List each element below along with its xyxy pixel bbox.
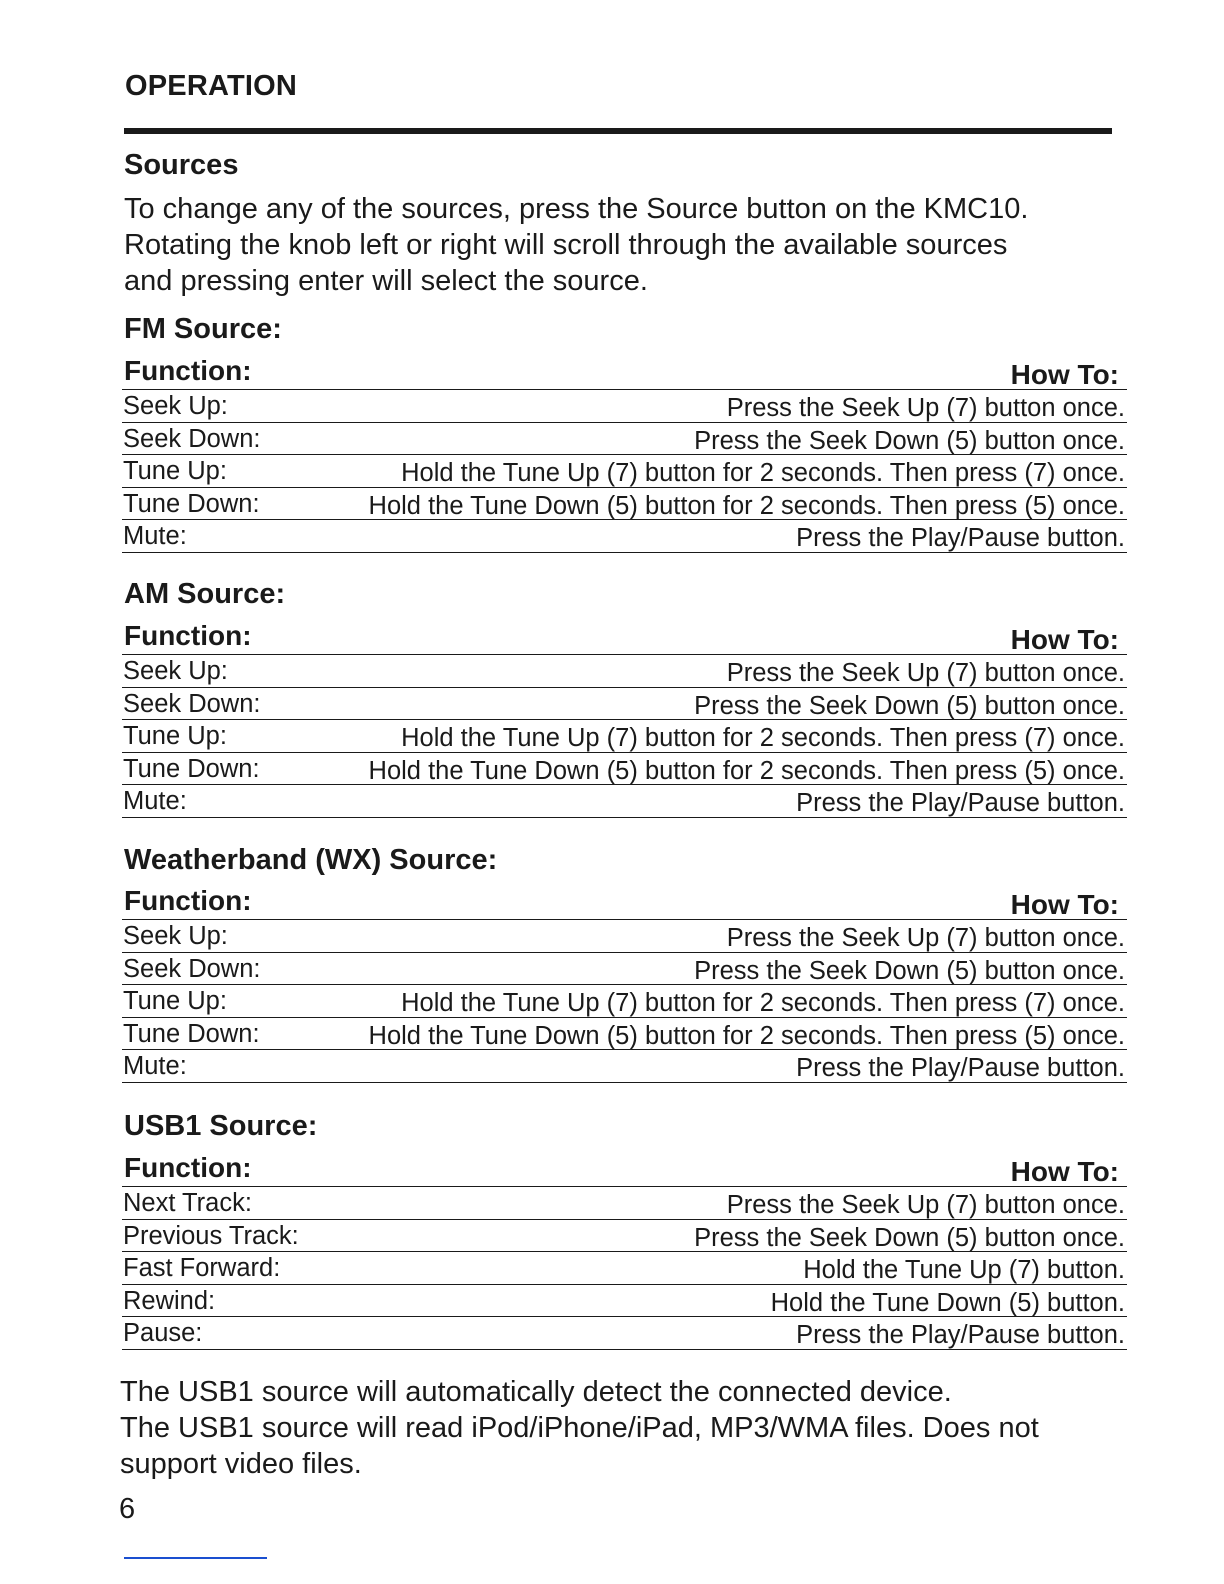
table-header bbox=[122, 885, 1127, 920]
how-to-cell: Press the Seek Up (7) button once. bbox=[726, 1191, 1125, 1219]
function-cell: Seek Down: bbox=[123, 954, 261, 983]
sources-heading: Sources bbox=[124, 149, 239, 181]
function-cell: Tune Up: bbox=[123, 457, 227, 485]
function-cell: Tune Down: bbox=[123, 489, 260, 518]
intro-paragraph bbox=[124, 191, 1114, 299]
function-cell: Mute: bbox=[123, 1052, 187, 1080]
usb1-source-heading: USB1 Source: bbox=[124, 1110, 318, 1142]
note-line: The USB1 source will automatically detect the connected device. bbox=[120, 1376, 952, 1408]
table-row bbox=[122, 953, 1127, 986]
how-to-column-header: How To: bbox=[1010, 1156, 1119, 1187]
function-cell: Seek Down: bbox=[123, 689, 261, 718]
page-number: 6 bbox=[119, 1493, 136, 1525]
header-rule bbox=[124, 128, 1112, 134]
note-line: The USB1 source will read iPod/iPhone/iPad, MP3/WMA files. Does not bbox=[120, 1412, 1039, 1444]
function-cell: Seek Down: bbox=[123, 424, 261, 453]
how-to-cell: Hold the Tune Up (7) button for 2 seconds. Then press (7) once. bbox=[401, 724, 1125, 752]
wx-source-heading: Weatherband (WX) Source: bbox=[124, 844, 498, 876]
function-column-header: Function: bbox=[124, 620, 252, 651]
how-to-cell: Press the Seek Up (7) button once. bbox=[726, 394, 1125, 422]
how-to-column-header: How To: bbox=[1010, 359, 1119, 390]
table-row bbox=[122, 455, 1127, 488]
table-row bbox=[122, 985, 1127, 1018]
fm-source-heading: FM Source: bbox=[124, 313, 282, 345]
how-to-cell: Hold the Tune Down (5) button for 2 seconds. Then press (5) once. bbox=[368, 491, 1125, 520]
table-row bbox=[122, 688, 1127, 721]
table-row bbox=[122, 655, 1127, 688]
how-to-column-header: How To: bbox=[1010, 889, 1119, 920]
how-to-cell: Hold the Tune Down (5) button for 2 seconds. Then press (5) once. bbox=[368, 756, 1125, 785]
function-cell: Rewind: bbox=[123, 1286, 216, 1315]
function-cell: Seek Up: bbox=[123, 657, 228, 685]
function-column-header: Function: bbox=[124, 1152, 252, 1183]
how-to-cell: Press the Play/Pause button. bbox=[796, 1054, 1125, 1082]
table-row bbox=[122, 1252, 1127, 1285]
function-column-header: Function: bbox=[124, 355, 252, 386]
function-cell: Previous Track: bbox=[123, 1221, 299, 1250]
table-row bbox=[122, 423, 1127, 456]
table-row bbox=[122, 1018, 1127, 1051]
how-to-cell: Press the Seek Down (5) button once. bbox=[694, 691, 1125, 720]
table-row bbox=[122, 720, 1127, 753]
am-source-heading: AM Source: bbox=[124, 578, 286, 610]
table-row bbox=[122, 753, 1127, 786]
usb1-function-table bbox=[122, 1152, 1127, 1350]
how-to-cell: Press the Play/Pause button. bbox=[796, 524, 1125, 552]
how-to-cell: Press the Seek Down (5) button once. bbox=[694, 426, 1125, 455]
how-to-cell: Hold the Tune Down (5) button for 2 seconds. Then press (5) once. bbox=[368, 1021, 1125, 1050]
table-header bbox=[122, 1152, 1127, 1187]
function-cell: Mute: bbox=[123, 787, 187, 815]
function-cell: Seek Up: bbox=[123, 392, 228, 420]
how-to-cell: Press the Seek Up (7) button once. bbox=[726, 659, 1125, 687]
function-cell: Tune Down: bbox=[123, 1019, 260, 1048]
function-cell: Pause: bbox=[123, 1319, 203, 1347]
fm-function-table bbox=[122, 355, 1127, 553]
table-header bbox=[122, 355, 1127, 390]
how-to-cell: Hold the Tune Down (5) button. bbox=[770, 1288, 1125, 1317]
how-to-cell: Press the Seek Up (7) button once. bbox=[726, 924, 1125, 952]
how-to-cell: Hold the Tune Up (7) button for 2 seconds. Then press (7) once. bbox=[401, 989, 1125, 1017]
table-header bbox=[122, 620, 1127, 655]
table-row bbox=[122, 390, 1127, 423]
function-cell: Tune Up: bbox=[123, 722, 227, 750]
note-line: support video files. bbox=[120, 1448, 362, 1480]
intro-line: Rotating the knob left or right will scroll through the available sources bbox=[124, 229, 1008, 261]
table-row bbox=[122, 520, 1127, 553]
function-cell: Seek Up: bbox=[123, 922, 228, 950]
table-row bbox=[122, 1187, 1127, 1220]
how-to-cell: Hold the Tune Up (7) button for 2 seconds. Then press (7) once. bbox=[401, 459, 1125, 487]
how-to-cell: Hold the Tune Up (7) button. bbox=[803, 1256, 1125, 1284]
function-cell: Fast Forward: bbox=[123, 1254, 281, 1282]
bottom-mark-divider bbox=[124, 1557, 267, 1559]
table-row bbox=[122, 785, 1127, 818]
table-row bbox=[122, 920, 1127, 953]
table-row bbox=[122, 488, 1127, 521]
table-row bbox=[122, 1317, 1127, 1350]
function-cell: Next Track: bbox=[123, 1189, 252, 1217]
intro-line: and pressing enter will select the source. bbox=[124, 265, 648, 297]
page-section-title: OPERATION bbox=[125, 70, 298, 102]
how-to-column-header: How To: bbox=[1010, 624, 1119, 655]
how-to-cell: Press the Seek Down (5) button once. bbox=[694, 956, 1125, 985]
function-column-header: Function: bbox=[124, 885, 252, 916]
intro-line: To change any of the sources, press the Source button on the KMC10. bbox=[124, 193, 1029, 225]
function-cell: Tune Down: bbox=[123, 754, 260, 783]
table-row bbox=[122, 1285, 1127, 1318]
function-cell: Tune Up: bbox=[123, 987, 227, 1015]
wx-function-table bbox=[122, 885, 1127, 1083]
table-row bbox=[122, 1220, 1127, 1253]
am-function-table bbox=[122, 620, 1127, 818]
table-row bbox=[122, 1050, 1127, 1083]
usb1-notes-paragraph bbox=[120, 1374, 1039, 1482]
how-to-cell: Press the Play/Pause button. bbox=[796, 789, 1125, 817]
function-cell: Mute: bbox=[123, 522, 187, 550]
how-to-cell: Press the Seek Down (5) button once. bbox=[694, 1223, 1125, 1252]
how-to-cell: Press the Play/Pause button. bbox=[796, 1321, 1125, 1349]
